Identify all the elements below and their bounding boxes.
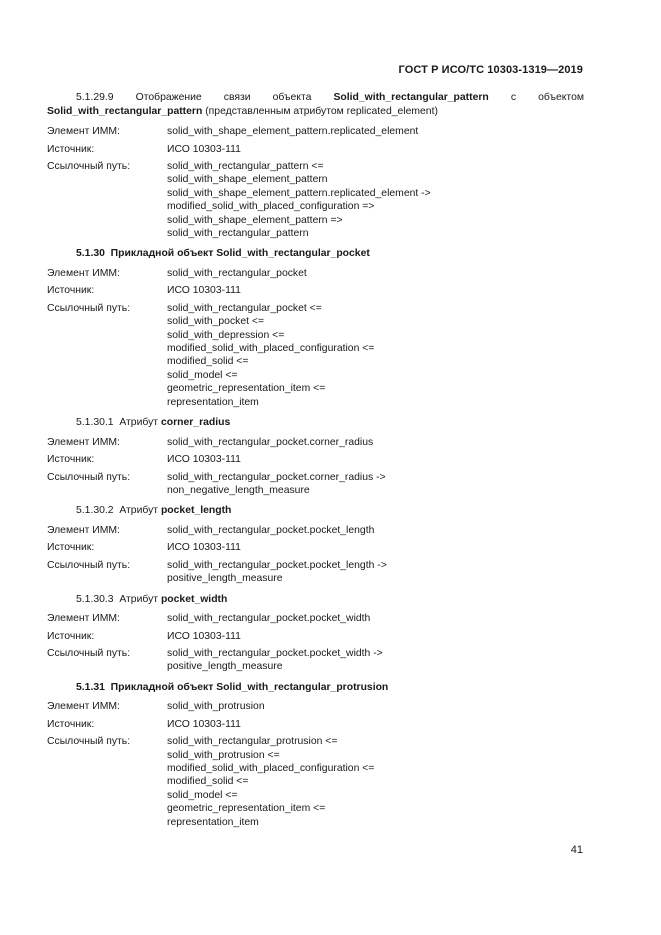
section-source-row: [47, 453, 584, 466]
section-number: 5.1.31: [76, 681, 105, 693]
section-number: 5.1.30.2: [76, 505, 114, 517]
intro-paragraph: [47, 91, 584, 118]
path-line: positive_length_measure: [167, 573, 283, 585]
path-line: representation_item: [167, 396, 259, 408]
section-element-row: [47, 436, 584, 449]
path-line: non_negative_length_measure: [167, 484, 310, 496]
source-value: ИСО 10303-111: [167, 143, 241, 155]
source-label: Источник:: [47, 542, 95, 554]
path-label: Ссылочный путь:: [47, 736, 131, 748]
path-line: solid_model <=: [167, 369, 238, 381]
path-line: solid_with_shape_element_pattern.replicated_element ->: [167, 187, 431, 199]
path-line: modified_solid_with_placed_configuration <=: [167, 343, 375, 355]
section-title-bold: corner_radius: [160, 417, 231, 429]
element-value: solid_with_rectangular_pocket.pocket_width: [167, 613, 371, 625]
source-value: ИСО 10303-111: [167, 718, 241, 730]
source-value: ИСО 10303-111: [167, 542, 241, 554]
element-label: Элемент ИММ:: [47, 613, 120, 625]
element-label: Элемент ИММ:: [47, 436, 120, 448]
section-path-row: [47, 559, 584, 586]
section-heading-s1-30-3: [76, 593, 584, 607]
section-number: 5.1.30: [76, 248, 105, 260]
section-title-prefix: Прикладной объект: [110, 248, 217, 260]
element-label: Элемент ИММ:: [47, 524, 120, 536]
path-line: modified_solid <=: [167, 356, 249, 368]
element-label: Элемент ИММ:: [47, 268, 120, 280]
path-label: Ссылочный путь:: [47, 302, 131, 314]
section-path-row: [47, 302, 584, 409]
path-line: solid_with_shape_element_pattern =>: [167, 214, 343, 226]
path-lines: [167, 471, 584, 498]
path-line: positive_length_measure: [167, 661, 283, 673]
element-value: solid_with_protrusion: [167, 701, 265, 713]
section-element-row: [47, 612, 584, 625]
path-line: solid_with_rectangular_pocket.pocket_length ->: [167, 559, 387, 571]
path-line: solid_with_rectangular_pocket.pocket_width ->: [167, 647, 383, 659]
section-title-prefix: Атрибут: [119, 593, 161, 605]
intro-source-row: [47, 143, 584, 156]
section-title-bold: Solid_with_rectangular_pocket: [216, 248, 370, 260]
section-heading-s1-31: [76, 681, 584, 695]
path-line: representation_item: [167, 816, 259, 828]
sections-container: [47, 247, 584, 829]
path-label: Ссылочный путь:: [47, 647, 131, 659]
path-line: modified_solid <=: [167, 776, 249, 788]
intro-element-row: [47, 125, 584, 138]
source-value: ИСО 10303-111: [167, 630, 241, 642]
intro-text-suffix: (представленным атрибутом replicated_element): [202, 105, 438, 117]
path-line: modified_solid_with_placed_configuration =>: [167, 201, 375, 213]
section-title-prefix: Атрибут: [119, 505, 161, 517]
section-path-row: [47, 471, 584, 498]
section-source-row: [47, 284, 584, 297]
intro-text-prefix: Отображение связи объекта: [135, 92, 334, 103]
path-label: Ссылочный путь:: [47, 471, 131, 483]
section-element-row: [47, 700, 584, 713]
source-label: Источник:: [47, 285, 95, 297]
document-header: ГОСТ Р ИСО/ТС 10303-1319—2019: [398, 64, 583, 76]
section-source-row: [47, 630, 584, 643]
path-line: solid_with_protrusion <=: [167, 749, 280, 761]
source-label: Источник:: [47, 143, 95, 155]
document-body: [47, 91, 584, 829]
intro-bold-2: Solid_with_rectangular_pattern: [47, 105, 203, 117]
section-element-row: [47, 267, 584, 280]
element-value: solid_with_rectangular_pocket: [167, 268, 307, 280]
section-title-prefix: Прикладной объект: [110, 681, 217, 693]
section-element-row: [47, 524, 584, 537]
intro-text-mid: с объектом: [488, 92, 584, 103]
section-source-row: [47, 541, 584, 554]
section-title-prefix: Атрибут: [119, 417, 161, 429]
page-number: 41: [570, 844, 583, 856]
source-value: ИСО 10303-111: [167, 285, 241, 297]
element-value: solid_with_rectangular_pocket.pocket_length: [167, 524, 375, 536]
source-label: Источник:: [47, 454, 95, 466]
path-lines: [167, 160, 584, 240]
path-line: solid_with_pocket <=: [167, 316, 265, 328]
element-label: Элемент ИММ:: [47, 126, 120, 138]
section-source-row: [47, 718, 584, 731]
path-line: geometric_representation_item <=: [167, 803, 326, 815]
path-line: solid_with_rectangular_pocket.corner_radius ->: [167, 471, 386, 483]
section-number: 5.1.30.1: [76, 417, 114, 429]
section-number: 5.1.30.3: [76, 593, 114, 605]
path-line: solid_with_rectangular_pocket <=: [167, 302, 322, 314]
path-line: solid_with_depression <=: [167, 329, 285, 341]
path-lines: [167, 559, 584, 586]
element-value: solid_with_rectangular_pocket.corner_radius: [167, 436, 374, 448]
section-path-row: [47, 647, 584, 674]
element-label: Элемент ИММ:: [47, 701, 120, 713]
path-label: Ссылочный путь:: [47, 559, 131, 571]
section-title-bold: pocket_width: [160, 593, 228, 605]
path-line: solid_with_rectangular_pattern: [167, 228, 309, 240]
section-title-bold: Solid_with_rectangular_protrusion: [216, 681, 389, 693]
section-title-bold: pocket_length: [160, 505, 232, 517]
intro-path-row: [47, 160, 584, 240]
path-line: solid_with_rectangular_pattern <=: [167, 161, 324, 172]
intro-number: 5.1.29.9: [76, 92, 114, 103]
source-value: ИСО 10303-111: [167, 454, 241, 466]
section-heading-s1-30-1: [76, 416, 584, 430]
section-heading-s1-30-2: [76, 504, 584, 518]
path-line: solid_model <=: [167, 789, 238, 801]
path-line: solid_with_rectangular_protrusion <=: [167, 736, 338, 748]
source-label: Источник:: [47, 630, 95, 642]
path-line: geometric_representation_item <=: [167, 383, 326, 395]
path-line: solid_with_shape_element_pattern: [167, 174, 328, 186]
element-value: solid_with_shape_element_pattern.replicated_element: [167, 126, 419, 138]
path-lines: [167, 647, 584, 674]
path-lines: [167, 302, 584, 409]
path-lines: [167, 735, 584, 829]
section-path-row: [47, 735, 584, 829]
section-heading-s1-30: [76, 247, 584, 261]
path-line: modified_solid_with_placed_configuration <=: [167, 762, 375, 774]
source-label: Источник:: [47, 718, 95, 730]
path-label: Ссылочный путь:: [47, 161, 131, 172]
intro-bold-1: Solid_with_rectangular_pattern: [333, 92, 489, 103]
